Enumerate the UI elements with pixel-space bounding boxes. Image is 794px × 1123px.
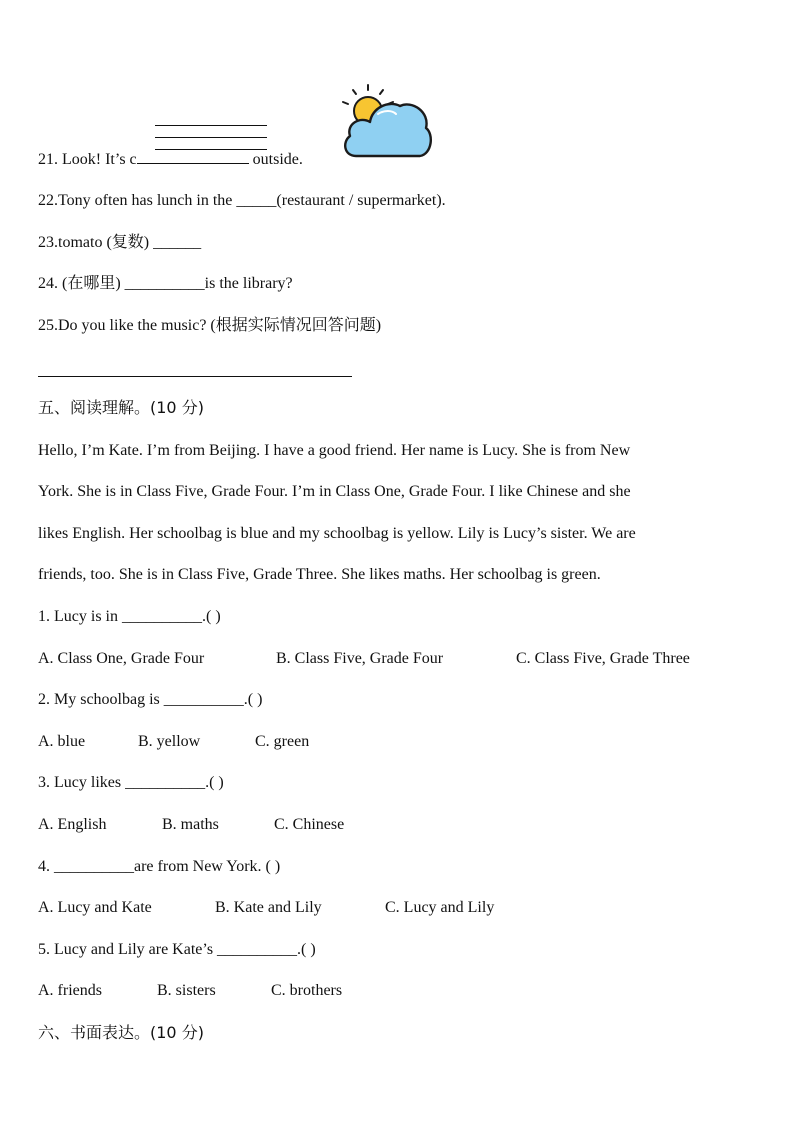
option-b[interactable]: B. Class Five, Grade Four — [276, 650, 444, 667]
reading-question-2: 2. My schoolbag is __________.( ) — [38, 691, 263, 708]
passage-line: likes English. Her schoolbag is blue and my schoolbag is yellow. Lily is Lucy’s sister. We are — [38, 525, 636, 542]
fill-blank[interactable]: ______ — [153, 234, 202, 251]
option-a[interactable]: A. friends — [38, 982, 102, 999]
question-text-after: is the library? — [204, 275, 293, 292]
option-a[interactable]: A. Lucy and Kate — [38, 899, 152, 916]
option-a[interactable]: A. English — [38, 816, 107, 833]
option-b[interactable]: B. yellow — [138, 733, 201, 750]
fill-blank[interactable] — [137, 149, 249, 164]
option-c[interactable]: C. green — [255, 733, 310, 750]
question-number: 21 — [38, 151, 54, 168]
answer-line-2 — [155, 137, 267, 138]
option-b[interactable]: B. Kate and Lily — [215, 899, 322, 916]
section-5-title: 五、阅读理解。(10 分) — [38, 398, 204, 417]
cloudy-sun-icon — [338, 84, 436, 164]
fill-blank[interactable]: __________ — [124, 275, 205, 292]
passage-line: Hello, I’m Kate. I’m from Beijing. I have a good friend. Her name is Lucy. She is from New — [38, 442, 631, 459]
question-25 — [38, 316, 381, 336]
question-21 — [38, 149, 303, 170]
question-text: .tomato (复数) — [54, 234, 154, 251]
passage-line: York. She is in Class Five, Grade Four. I’m in Class One, Grade Four. I like Chinese and she — [38, 483, 631, 500]
passage-line: friends, too. She is in Class Five, Grade Three. She likes maths. Her schoolbag is green. — [38, 566, 601, 583]
reading-question-5: 5. Lucy and Lily are Kate’s __________.( ) — [38, 941, 316, 958]
question-text-after: (restaurant / supermarket). — [276, 192, 446, 209]
question-number: 25 — [38, 317, 54, 334]
question-text: . (在哪里) — [54, 275, 125, 292]
question-number: 24 — [38, 275, 54, 292]
question-text: .Tony often has lunch in the — [54, 192, 237, 209]
question-text: .Do you like the music? (根据实际情况回答问题) — [54, 317, 382, 334]
question-22 — [38, 191, 446, 211]
option-b[interactable]: B. sisters — [157, 982, 216, 999]
question-23 — [38, 233, 201, 253]
section-6-title: 六、书面表达。(10 分) — [38, 1023, 204, 1042]
reading-question-3: 3. Lucy likes __________.( ) — [38, 774, 224, 791]
option-c[interactable]: C. Chinese — [274, 816, 345, 833]
option-a[interactable]: A. Class One, Grade Four — [38, 650, 205, 667]
question-24 — [38, 274, 293, 294]
question-text-after: outside. — [248, 151, 303, 168]
option-c[interactable]: C. Lucy and Lily — [385, 899, 495, 916]
option-c[interactable]: C. Class Five, Grade Three — [516, 650, 690, 667]
answer-line-1 — [155, 125, 267, 126]
answer-line[interactable] — [38, 376, 352, 377]
option-a[interactable]: A. blue — [38, 733, 86, 750]
reading-question-4: 4. __________are from New York. ( ) — [38, 858, 281, 875]
question-text: . Look! It’s c — [54, 151, 137, 168]
option-c[interactable]: C. brothers — [271, 982, 343, 999]
reading-question-1: 1. Lucy is in __________.( ) — [38, 608, 221, 625]
option-b[interactable]: B. maths — [162, 816, 219, 833]
fill-blank[interactable]: _____ — [236, 192, 277, 209]
question-number: 23 — [38, 234, 54, 251]
question-number: 22 — [38, 192, 54, 209]
